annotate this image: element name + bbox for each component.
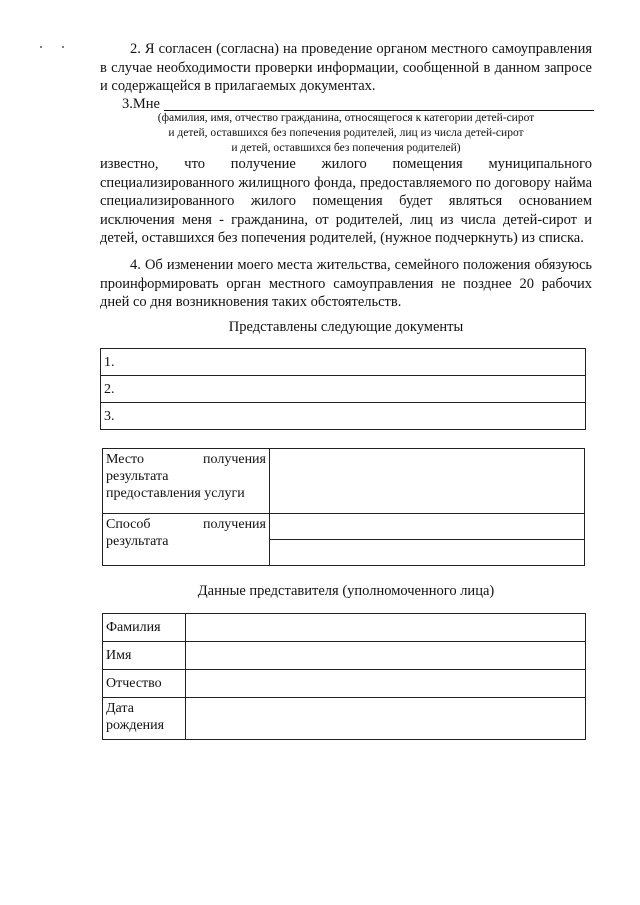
representative-table <box>102 613 586 740</box>
documents-heading: Представлены следующие документы <box>228 319 464 335</box>
patronymic-field[interactable] <box>186 670 586 698</box>
document-row <box>101 376 586 403</box>
result-method-field-1[interactable] <box>270 514 585 540</box>
scan-speck <box>40 46 42 48</box>
document-row <box>101 403 586 430</box>
result-method-label: Способ получения результата <box>103 514 270 566</box>
consent-paragraph-3-body: известно, что получение жилого помещения муниципального специализированного жилищного фонда, предоставляемого по договору найма специализированного жилого помещения будет являться основанием исключения меня - гражданина, от родителей, лиц из числа детей-сирот и детей, оставшихся без попечения родителей, (нужное подчеркнуть) из списка. <box>100 156 592 246</box>
fill-in-caption-line-2: и детей, оставшихся без попечения родителей, лиц из числа детей-сирот <box>168 127 524 139</box>
consent-paragraph-4: 4. Об изменении моего места жительства, семейного положения обязуюсь проинформировать орган местного самоуправления не позднее 20 рабочих дней со дня возникновения таких обстоятельств. <box>100 257 592 310</box>
surname-label: Фамилия <box>103 614 186 642</box>
birthdate-label: Дата рождения <box>103 698 186 740</box>
documents-table <box>100 348 586 430</box>
name-field[interactable] <box>186 642 586 670</box>
document-row-number[interactable]: 3. <box>101 403 586 430</box>
scan-speck <box>62 46 64 48</box>
name-label: Имя <box>103 642 186 670</box>
fill-in-caption-line-1: (фамилия, имя, отчество гражданина, относящегося к категории детей-сирот <box>157 112 535 124</box>
document-row-number[interactable]: 1. <box>101 349 586 376</box>
consent-paragraph-2: 2. Я согласен (согласна) на проведение органом местного самоуправления в случае необходимости проверки информации, сообщенной в данном запросе и содержащейся в прилагаемых документах. <box>100 41 592 94</box>
consent-paragraph-3-prefix: 3.Мне <box>122 96 160 112</box>
document-row <box>101 349 586 376</box>
representative-heading: Данные представителя (уполномоченного лица) <box>197 583 495 599</box>
result-method-field-2[interactable] <box>270 540 585 566</box>
result-place-field[interactable] <box>270 449 585 514</box>
birthdate-field[interactable] <box>186 698 586 740</box>
patronymic-label: Отчество <box>103 670 186 698</box>
surname-field[interactable] <box>186 614 586 642</box>
result-place-label: Место получения результата предоставления услуги <box>103 449 270 514</box>
document-row-number[interactable]: 2. <box>101 376 586 403</box>
fill-in-caption-line-3: и детей, оставшихся без попечения родителей) <box>231 142 461 154</box>
service-result-table <box>102 448 585 566</box>
